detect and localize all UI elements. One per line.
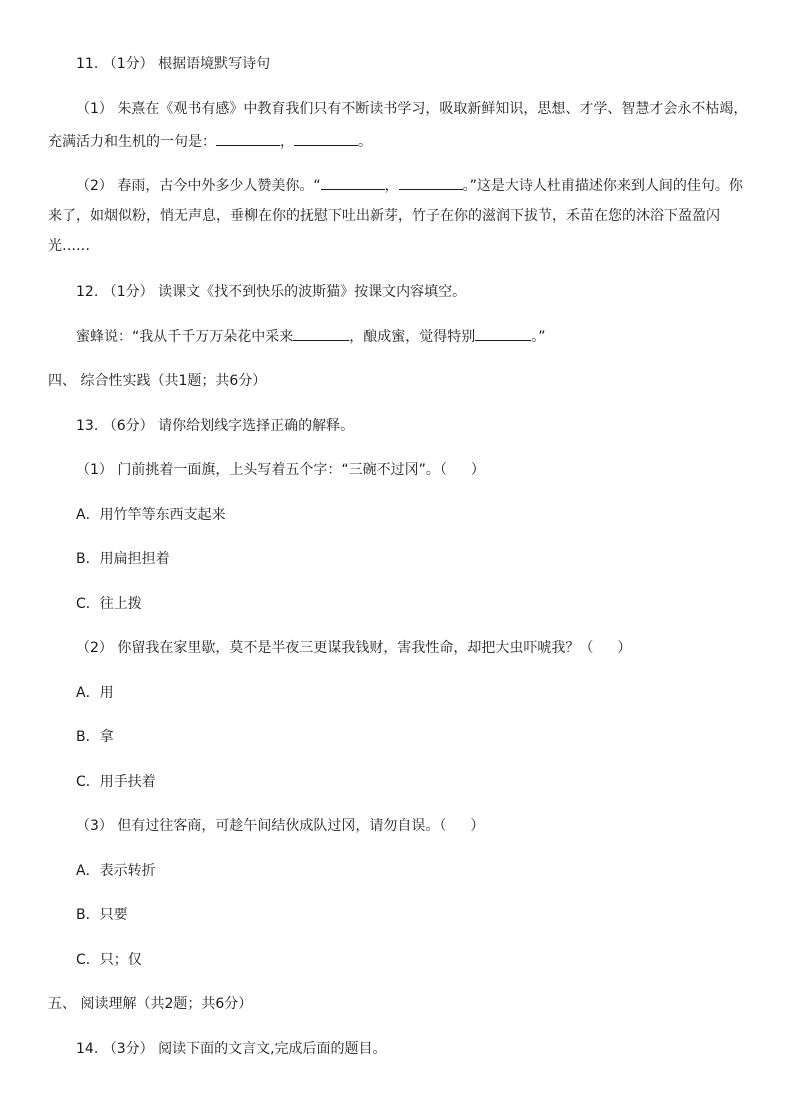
option-b[interactable]: B．拿 [76,729,114,745]
q11-part2-suffix: 。”这是大诗人杜甫描述你来到人间的佳句。你 [462,178,743,194]
question-14-title: 14. （3分） 阅读下面的文言文,完成后面的题目。 [76,1041,387,1057]
comma: ， [384,178,399,194]
section-5-title: 五、 阅读理解（共2题；共6分） [48,996,253,1012]
q13-sub2-stem [76,638,631,658]
paren-close: ） [470,462,485,478]
q12-prefix: 蜜蜂说：“我从千千万万朵花中采来 [76,329,294,345]
question-11-title: 11. （1分） 根据语境默写诗句 [76,56,271,72]
q12-end: 。” [531,329,546,345]
fill-blank[interactable] [293,326,349,341]
option-a[interactable]: A．表示转折 [76,863,156,879]
fill-blank[interactable] [321,175,385,190]
stem-text: （1） 门前挑着一面旗，上头写着五个字：“三碗不过冈”。（ [76,462,447,478]
fill-blank[interactable] [399,175,463,190]
q12-line [76,326,546,347]
fill-blank[interactable] [475,326,531,341]
q11-part2-line2: 来了，如烟似粉，悄无声息，垂柳在你的抚慰下吐出新芽，竹子在你的滋润下拔节，禾苗在您的沐浴下盈盈闪 [48,208,720,224]
q11-part2-line1 [76,175,743,196]
q11-part1-prefix: 充满活力和生机的一句是： [48,134,216,150]
comma: ， [280,134,294,150]
q11-part2-line3: 光…… [48,238,90,254]
q11-part2-prefix: （2） 春雨，古今中外多少人赞美你。“ [76,178,321,194]
option-c[interactable]: C．往上拨 [76,596,142,612]
q11-part1-line2 [48,131,372,152]
option-c[interactable]: C．只；仅 [76,952,142,968]
section-4-title: 四、 综合性实践（共1题；共6分） [48,373,267,389]
q13-sub3-stem [76,816,484,836]
question-12-title: 12. （1分） 读课文《找不到快乐的波斯猫》按课文内容填空。 [76,284,467,300]
period: 。 [358,134,372,150]
q11-part1-line1: （1） 朱熹在《观书有感》中教育我们只有不断读书学习，吸取新鲜知识，思想、才学、智慧才会永不枯竭， [76,101,748,117]
option-a[interactable]: A．用 [76,685,114,701]
fill-blank[interactable] [216,131,280,146]
q13-sub1-stem [76,460,485,480]
fill-blank[interactable] [294,131,358,146]
stem-text: （3） 但有过往客商，可趁午间结伙成队过冈，请勿自误。（ [76,818,447,834]
option-b[interactable]: B．用扁担担着 [76,551,170,567]
option-a[interactable]: A．用竹竿等东西支起来 [76,507,226,523]
paren-close: ） [470,818,485,834]
stem-text: （2） 你留我在家里歇，莫不是半夜三更谋我钱财，害我性命，却把大虫吓唬我？（ [76,640,594,656]
option-c[interactable]: C．用手扶着 [76,774,156,790]
paren-close: ） [617,640,632,656]
option-b[interactable]: B．只要 [76,907,128,923]
q12-middle: ，酿成蜜，觉得特别 [349,329,476,345]
question-13-title: 13. （6分） 请你给划线字选择正确的解释。 [76,418,355,434]
